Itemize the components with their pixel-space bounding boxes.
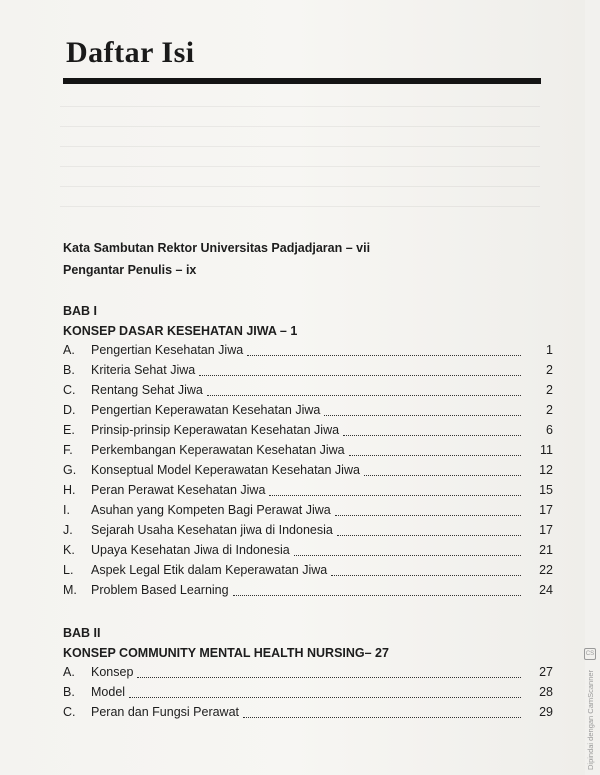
toc-entry — [63, 380, 553, 400]
chapter-1-entries — [63, 340, 553, 600]
toc-entry-title: Rentang Sehat Jiwa — [91, 383, 203, 397]
bleed-through-line — [60, 146, 540, 147]
toc-entry — [63, 340, 553, 360]
front-matter-foreword: Kata Sambutan Rektor Universitas Padjadjaran – vii — [63, 241, 371, 255]
toc-entry-title: Kriteria Sehat Jiwa — [91, 363, 196, 377]
toc-leader-dots — [137, 667, 521, 678]
toc-entry — [63, 560, 553, 580]
toc-leader-dots — [199, 365, 521, 376]
toc-entry-page: 17 — [539, 523, 553, 537]
toc-entry-title: Konseptual Model Keperawatan Kesehatan Jiwa — [91, 463, 360, 477]
toc-leader-dots — [349, 445, 521, 456]
toc-entry — [63, 400, 553, 420]
toc-entry-page: 22 — [539, 563, 553, 577]
toc-entry-title: Model — [91, 685, 126, 699]
toc-entry — [63, 500, 553, 520]
toc-entry-page: 6 — [546, 423, 553, 437]
toc-leader-dots — [343, 425, 521, 436]
toc-entry-letter: K. — [63, 543, 75, 557]
toc-entry-page: 15 — [539, 483, 553, 497]
toc-leader-dots — [331, 565, 521, 576]
toc-entry-page: 28 — [539, 685, 553, 699]
chapter-1-title: KONSEP DASAR KESEHATAN JIWA – 1 — [63, 324, 298, 338]
toc-entry-title: Sejarah Usaha Kesehatan jiwa di Indonesia — [91, 523, 333, 537]
toc-entry-letter: G. — [63, 463, 77, 477]
toc-entry-letter: H. — [63, 483, 76, 497]
toc-entry-page: 27 — [539, 665, 553, 679]
toc-entry-title: Problem Based Learning — [91, 583, 229, 597]
page-title: Daftar Isi — [66, 36, 195, 69]
toc-entry — [63, 702, 553, 722]
scanner-watermark: Dipindai dengan CamScanner — [586, 669, 595, 770]
bleed-through-line — [60, 166, 540, 167]
toc-entry-title: Perkembangan Keperawatan Kesehatan Jiwa — [91, 443, 345, 457]
toc-leader-dots — [294, 545, 521, 556]
toc-entry — [63, 520, 553, 540]
toc-entry-letter: M. — [63, 583, 77, 597]
toc-leader-dots — [337, 525, 521, 536]
toc-leader-dots — [233, 585, 521, 596]
toc-entry-letter: B. — [63, 363, 75, 377]
toc-entry-title: Upaya Kesehatan Jiwa di Indonesia — [91, 543, 290, 557]
toc-entry-page: 24 — [539, 583, 553, 597]
toc-entry-letter: J. — [63, 523, 73, 537]
toc-entry-letter: B. — [63, 685, 75, 699]
toc-leader-dots — [243, 707, 521, 718]
toc-entry-page: 1 — [546, 343, 553, 357]
toc-entry-page: 29 — [539, 705, 553, 719]
toc-entry — [63, 420, 553, 440]
chapter-1-label: BAB I — [63, 304, 98, 318]
toc-leader-dots — [335, 505, 521, 516]
toc-entry-page: 2 — [546, 363, 553, 377]
toc-entry-letter: A. — [63, 343, 75, 357]
toc-entry-title: Konsep — [91, 665, 134, 679]
toc-leader-dots — [269, 485, 521, 496]
front-matter-preface: Pengantar Penulis – ix — [63, 263, 197, 277]
toc-entry-letter: C. — [63, 383, 76, 397]
toc-entry-title: Peran dan Fungsi Perawat — [91, 705, 240, 719]
toc-entry — [63, 440, 553, 460]
toc-leader-dots — [247, 345, 521, 356]
bleed-through-line — [60, 106, 540, 107]
toc-entry-title: Asuhan yang Kompeten Bagi Perawat Jiwa — [91, 503, 331, 517]
toc-leader-dots — [364, 465, 521, 476]
toc-entry-title: Peran Perawat Kesehatan Jiwa — [91, 483, 266, 497]
chapter-2-entries — [63, 662, 553, 722]
toc-entry — [63, 662, 553, 682]
toc-entry-letter: F. — [63, 443, 73, 457]
toc-entry-letter: D. — [63, 403, 76, 417]
toc-entry-page: 2 — [546, 403, 553, 417]
toc-entry-letter: E. — [63, 423, 75, 437]
toc-entry-page: 12 — [539, 463, 553, 477]
toc-leader-dots — [324, 405, 521, 416]
toc-leader-dots — [129, 687, 521, 698]
toc-entry-letter: A. — [63, 665, 75, 679]
toc-entry-title: Pengertian Keperawatan Kesehatan Jiwa — [91, 403, 321, 417]
toc-entry — [63, 580, 553, 600]
bleed-through-line — [60, 126, 540, 127]
toc-entry — [63, 682, 553, 702]
bleed-through-line — [60, 186, 540, 187]
toc-entry-page: 17 — [539, 503, 553, 517]
toc-leader-dots — [207, 385, 521, 396]
toc-entry — [63, 360, 553, 380]
toc-entry-page: 21 — [539, 543, 553, 557]
toc-entry-letter: C. — [63, 705, 76, 719]
toc-entry — [63, 540, 553, 560]
chapter-2-title: KONSEP COMMUNITY MENTAL HEALTH NURSING– 27 — [63, 646, 389, 660]
toc-entry-title: Aspek Legal Etik dalam Keperawatan Jiwa — [91, 563, 328, 577]
bleed-through-line — [60, 206, 540, 207]
toc-entry-page: 2 — [546, 383, 553, 397]
title-rule — [63, 78, 541, 84]
toc-entry-title: Pengertian Kesehatan Jiwa — [91, 343, 244, 357]
camscanner-logo-icon: CS — [584, 648, 596, 660]
chapter-2-label: BAB II — [63, 626, 101, 640]
toc-entry-title: Prinsip-prinsip Keperawatan Kesehatan Jiwa — [91, 423, 340, 437]
toc-entry — [63, 480, 553, 500]
toc-entry-page: 11 — [540, 443, 553, 457]
toc-entry-letter: L. — [63, 563, 74, 577]
toc-entry — [63, 460, 553, 480]
toc-entry-letter: I. — [63, 503, 70, 517]
